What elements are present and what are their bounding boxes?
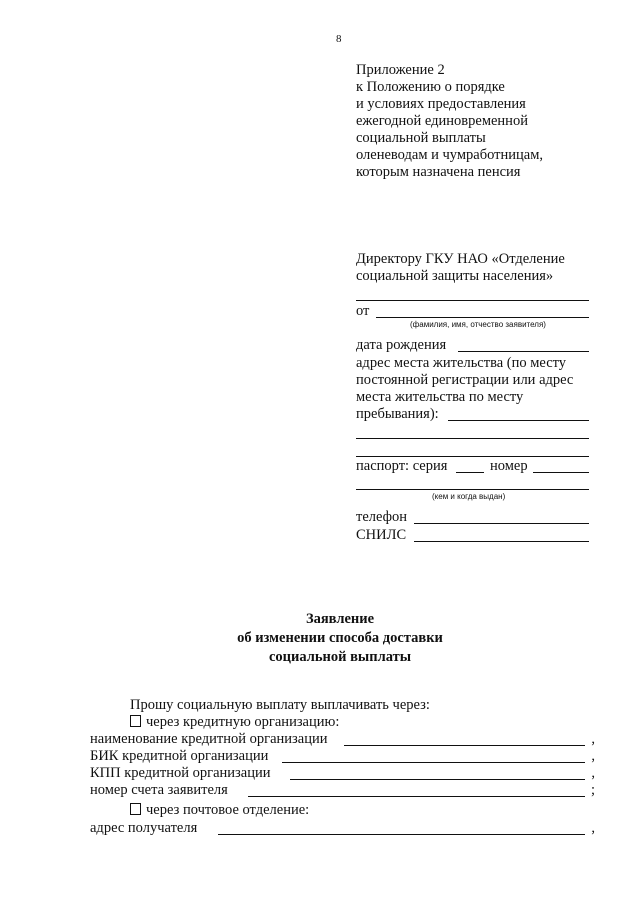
account-field[interactable] xyxy=(248,796,585,797)
bank-name-label: наименование кредитной организации xyxy=(90,731,328,747)
phone-label: телефон xyxy=(356,509,408,525)
passport-series-field[interactable] xyxy=(456,472,484,473)
field-terminator: , xyxy=(591,765,595,781)
address-field[interactable] xyxy=(356,438,589,439)
blank-line[interactable] xyxy=(356,300,589,301)
bank-name-row xyxy=(90,731,595,748)
document-subtitle: социальной выплаты xyxy=(268,649,412,665)
birth-date-field[interactable] xyxy=(458,351,589,352)
bik-field[interactable] xyxy=(282,762,585,763)
phone-field[interactable] xyxy=(414,523,589,524)
field-terminator: , xyxy=(591,731,595,747)
appendix-line: оленеводам и чумработницам, xyxy=(356,147,544,163)
bik-row xyxy=(90,748,595,765)
option-bank[interactable] xyxy=(130,714,339,731)
recipient-address-label: адрес получателя xyxy=(90,820,198,836)
snils-label: СНИЛС xyxy=(356,527,407,543)
address-field[interactable] xyxy=(356,456,589,457)
account-row xyxy=(90,782,595,799)
kpp-label: КПП кредитной организации xyxy=(90,765,271,781)
appendix-line: к Положению о порядке xyxy=(356,79,505,95)
from-label: от xyxy=(356,303,370,319)
birth-date-label: дата рождения xyxy=(356,337,447,353)
address-label-line: пребывания): xyxy=(356,406,439,422)
field-terminator: , xyxy=(591,820,595,836)
kpp-field[interactable] xyxy=(290,779,585,780)
field-terminator: ; xyxy=(590,782,595,798)
passport-number-field[interactable] xyxy=(533,472,589,473)
snils-field[interactable] xyxy=(414,541,589,542)
address-field[interactable] xyxy=(448,420,589,421)
appendix-line: ежегодной единовременной xyxy=(356,113,528,129)
passport-number-label: номер xyxy=(490,458,528,474)
address-label-line: постоянной регистрации или адрес xyxy=(356,372,574,388)
addressee-line: социальной защиты населения» xyxy=(356,268,554,284)
appendix-line: и условиях предоставления xyxy=(356,96,526,112)
checkbox-bank[interactable] xyxy=(130,715,141,727)
recipient-address-row xyxy=(90,820,595,837)
kpp-row xyxy=(90,765,595,782)
document-title: Заявление xyxy=(305,611,375,627)
field-terminator: , xyxy=(591,748,595,764)
account-label: номер счета заявителя xyxy=(90,782,228,798)
applicant-name-field[interactable] xyxy=(376,317,589,318)
appendix-line: Приложение 2 xyxy=(356,62,445,78)
document-subtitle: об изменении способа доставки xyxy=(237,630,443,646)
option-bank-label: через кредитную организацию: xyxy=(146,714,340,730)
bank-name-field[interactable] xyxy=(344,745,585,746)
option-post[interactable] xyxy=(130,802,309,819)
recipient-address-field[interactable] xyxy=(218,834,585,835)
checkbox-post[interactable] xyxy=(130,803,141,815)
passport-caption: (кем и когда выдан) xyxy=(432,492,506,501)
appendix-line: социальной выплаты xyxy=(356,130,486,146)
bik-label: БИК кредитной организации xyxy=(90,748,269,764)
option-post-label: через почтовое отделение: xyxy=(146,802,310,818)
from-caption: (фамилия, имя, отчество заявителя) xyxy=(410,320,546,329)
passport-series-label: паспорт: серия xyxy=(356,458,448,474)
request-intro: Прошу социальную выплату выплачивать через: xyxy=(130,697,430,713)
addressee-line: Директору ГКУ НАО «Отделение xyxy=(356,251,565,267)
appendix-line: которым назначена пенсия xyxy=(356,164,521,180)
passport-issued-field[interactable] xyxy=(356,489,589,490)
page-number: 8 xyxy=(336,33,342,45)
address-label-line: места жительства по месту xyxy=(356,389,524,405)
address-label-line: адрес места жительства (по месту xyxy=(356,355,567,371)
